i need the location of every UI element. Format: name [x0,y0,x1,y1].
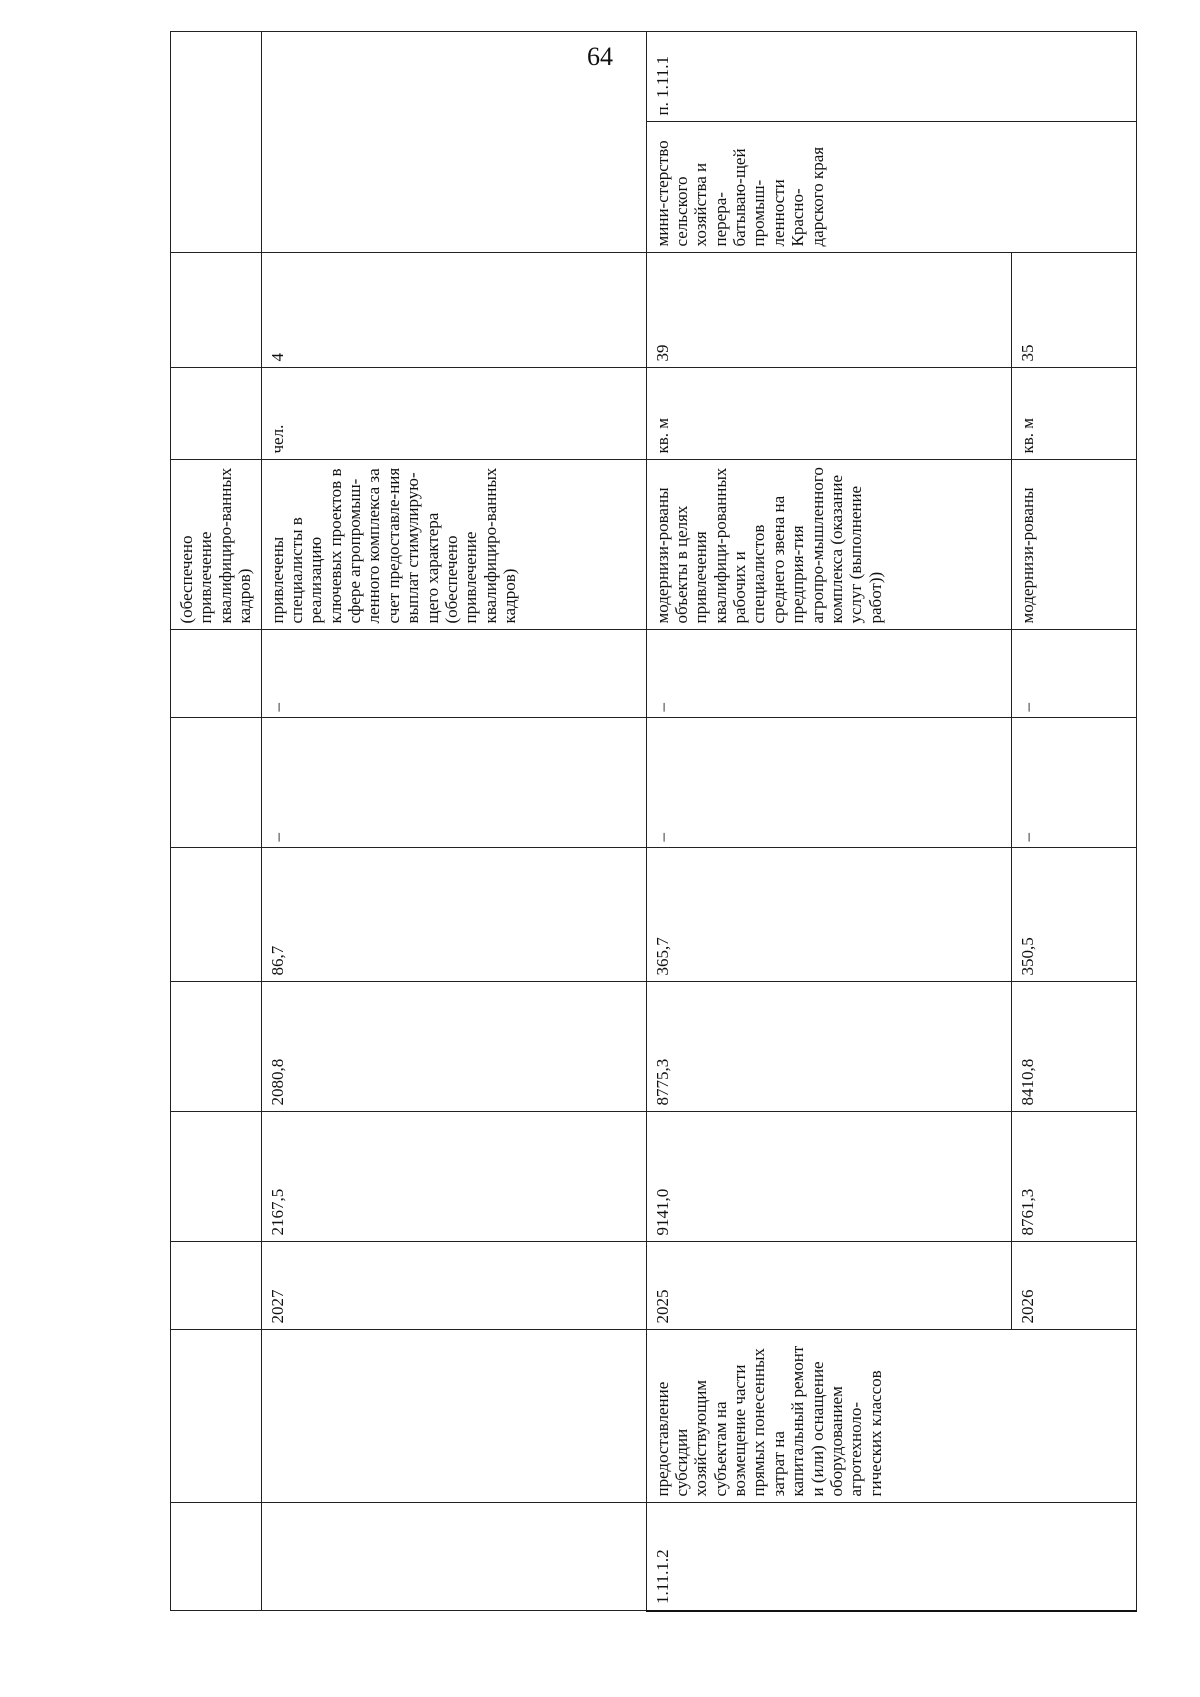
cell-regional-b: 8775,3 [646,982,1011,1112]
cell-result-c: модернизи-рованы [1011,460,1136,630]
cell-executor-top [171,122,262,253]
cell-number-a [261,1503,646,1611]
cell-regional-c: 8410,8 [1011,982,1136,1112]
cell-unit-top [171,368,262,460]
cell-extra1-a: – [261,718,646,848]
cell-local-c: 350,5 [1011,848,1136,982]
cell-value-a: 4 [261,253,646,368]
cell-name-top [171,1330,262,1503]
cell-value-top [171,253,262,368]
table-row-continuation [171,32,262,1611]
cell-result-b: модернизи-рованы объекты в целях привлечения квалифици-рованных рабочих и специалистов среднего звена на предприя-тия агропро-мышленного комплекса (оказание услуг (выполнение работ)) [646,460,1011,630]
cell-reference-top [171,32,262,122]
cell-unit-a: чел. [261,368,646,460]
cell-executor-a [261,122,646,253]
cell-value-b: 39 [646,253,1011,368]
cell-name-b: предоставление субсидии хозяйствующим субъектам на возмещение части прямых понесенных затрат на капитальный ремонт и (или) оснащение оборудованием агротехноло-гических классов [646,1330,1136,1503]
cell-unit-b: кв. м [646,368,1011,460]
cell-extra1-b: – [646,718,1011,848]
cell-local-a: 86,7 [261,848,646,982]
cell-extra2-top [171,630,262,718]
cell-extra2-c: – [1011,630,1136,718]
cell-number-b: 1.11.1.2 [646,1503,1136,1611]
cell-number-top [171,1503,262,1611]
cell-purpose-top: (обеспечено привлечение квалифициро-ванных кадров) [171,460,262,630]
cell-total-a: 2167,5 [261,1112,646,1242]
cell-total-b: 9141,0 [646,1112,1011,1242]
cell-name-a [261,1330,646,1503]
cell-reference-b: п. 1.11.1 [646,32,1136,122]
table-row-2025 [646,32,1011,1611]
cell-result-a: привлечены специалисты в реализацию ключевых проектов в сфере агропромыш-ленного комплекса за счет предоставле-ния выплат стимулирую-щего характера (обеспечено привлечение квалифициро-ванных кадров) [261,460,646,630]
cell-extra1-top [171,718,262,848]
table-row-2027 [261,32,646,1611]
cell-extra2-b: – [646,630,1011,718]
cell-reference-a [261,32,646,122]
cell-total-c: 8761,3 [1011,1112,1136,1242]
cell-executor-b: мини-стерство сельского хозяйства и перера-батываю-щей промыш-ленности Красно-дарского края [646,122,1136,253]
cell-regional-a: 2080,8 [261,982,646,1112]
cell-local-top [171,848,262,982]
cell-value-c: 35 [1011,253,1136,368]
cell-year-c: 2026 [1011,1242,1136,1330]
cell-year-top [171,1242,262,1330]
cell-extra2-a: – [261,630,646,718]
cell-extra1-c: – [1011,718,1136,848]
cell-local-b: 365,7 [646,848,1011,982]
cell-year-a: 2027 [261,1242,646,1330]
page-number: 64 [587,42,613,71]
cell-year-b: 2025 [646,1242,1011,1330]
program-table [170,32,1137,1613]
cell-total-top [171,1112,262,1242]
cell-regional-top [171,982,262,1112]
cell-unit-c: кв. м [1011,368,1136,460]
